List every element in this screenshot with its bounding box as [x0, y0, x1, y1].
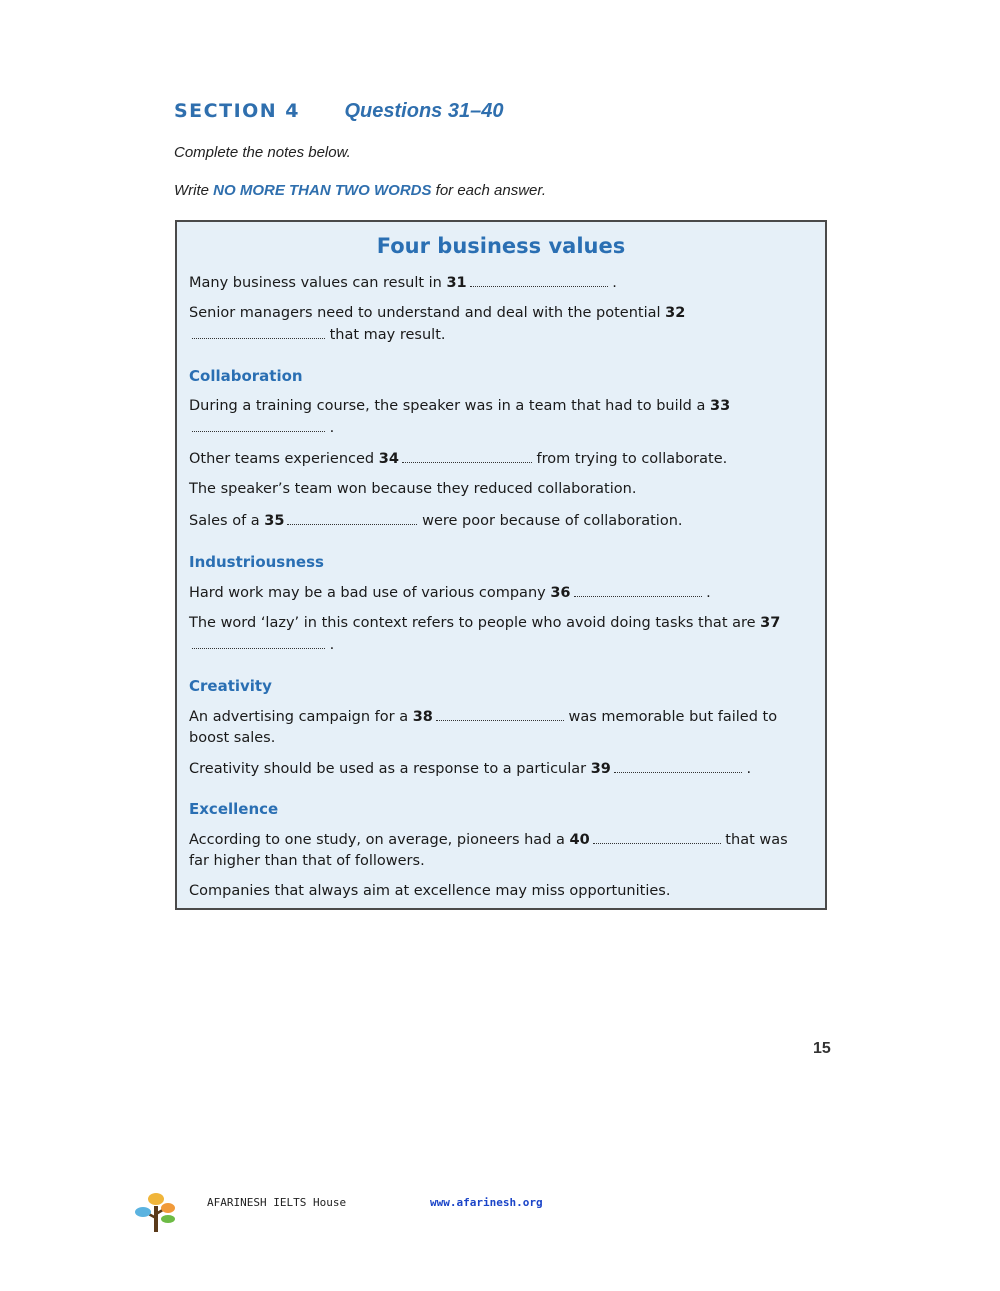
notes-box: [175, 220, 827, 910]
footer-brand: AFARINESH IELTS House: [207, 1196, 347, 1209]
question-number: 40: [569, 832, 590, 848]
notes-title: Four business values: [376, 234, 626, 258]
question-number: 39: [590, 761, 611, 777]
answer-blank-31[interactable]: [470, 272, 608, 287]
answer-blank-33[interactable]: [192, 417, 325, 432]
heading-industriousness: Industriousness: [189, 553, 324, 571]
note-team-won: The speaker’s team won because they reduced collaboration.: [189, 481, 637, 497]
note-q37: The word ‘lazy’ in this context refers to people who avoid doing tasks that are 37 .: [189, 615, 781, 653]
note-q32: Senior managers need to understand and deal with the potential 32 that may result.: [189, 305, 686, 343]
answer-blank-40[interactable]: [593, 829, 721, 844]
answer-blank-36[interactable]: [574, 582, 702, 597]
instruction-complete-notes: Complete the notes below.: [174, 144, 351, 161]
tree-icon: [133, 1190, 179, 1234]
note-q40: According to one study, on average, pioneers had a 40 that was far higher than that of followers.: [189, 829, 809, 872]
footer-url[interactable]: www.afarinesh.org: [430, 1196, 543, 1209]
page-number: 15: [813, 1040, 831, 1057]
question-number: 32: [665, 305, 686, 321]
note-miss-opportunities: Companies that always aim at excellence may miss opportunities.: [189, 883, 671, 899]
heading-excellence: Excellence: [189, 800, 279, 818]
note-q33: During a training course, the speaker was in a team that had to build a 33 .: [189, 398, 731, 436]
note-q38: An advertising campaign for a 38 was memorable but failed to boost sales.: [189, 706, 809, 749]
question-number: 33: [709, 398, 731, 414]
note-q31: Many business values can result in 31 .: [189, 272, 809, 294]
section-header: [174, 100, 503, 123]
answer-blank-39[interactable]: [614, 758, 742, 773]
answer-blank-35[interactable]: [287, 510, 417, 525]
note-q36: Hard work may be a bad use of various company 36 .: [189, 582, 809, 604]
word-limit-emphasis: NO MORE THAN TWO WORDS: [213, 182, 432, 199]
question-number: 34: [378, 451, 399, 467]
question-number: 35: [264, 513, 285, 529]
answer-blank-37[interactable]: [192, 634, 325, 649]
answer-blank-34[interactable]: [402, 448, 532, 463]
note-q39: Creativity should be used as a response to a particular 39 .: [189, 758, 809, 780]
section-label: SECTION 4: [174, 100, 301, 122]
answer-blank-38[interactable]: [436, 706, 564, 721]
question-number: 38: [412, 709, 433, 725]
note-q34: Other teams experienced 34 from trying to collaborate.: [189, 448, 809, 470]
note-q35: Sales of a 35 were poor because of collaboration.: [189, 510, 809, 532]
heading-creativity: Creativity: [189, 677, 272, 695]
heading-collaboration: Collaboration: [189, 367, 303, 385]
question-number: 37: [760, 615, 781, 631]
answer-blank-32[interactable]: [192, 324, 325, 339]
instruction-word-limit: Write NO MORE THAN TWO WORDS for each answer.: [174, 182, 546, 199]
section-questions: Questions 31–40: [344, 100, 504, 122]
question-number: 31: [446, 275, 467, 291]
question-number: 36: [550, 585, 571, 601]
